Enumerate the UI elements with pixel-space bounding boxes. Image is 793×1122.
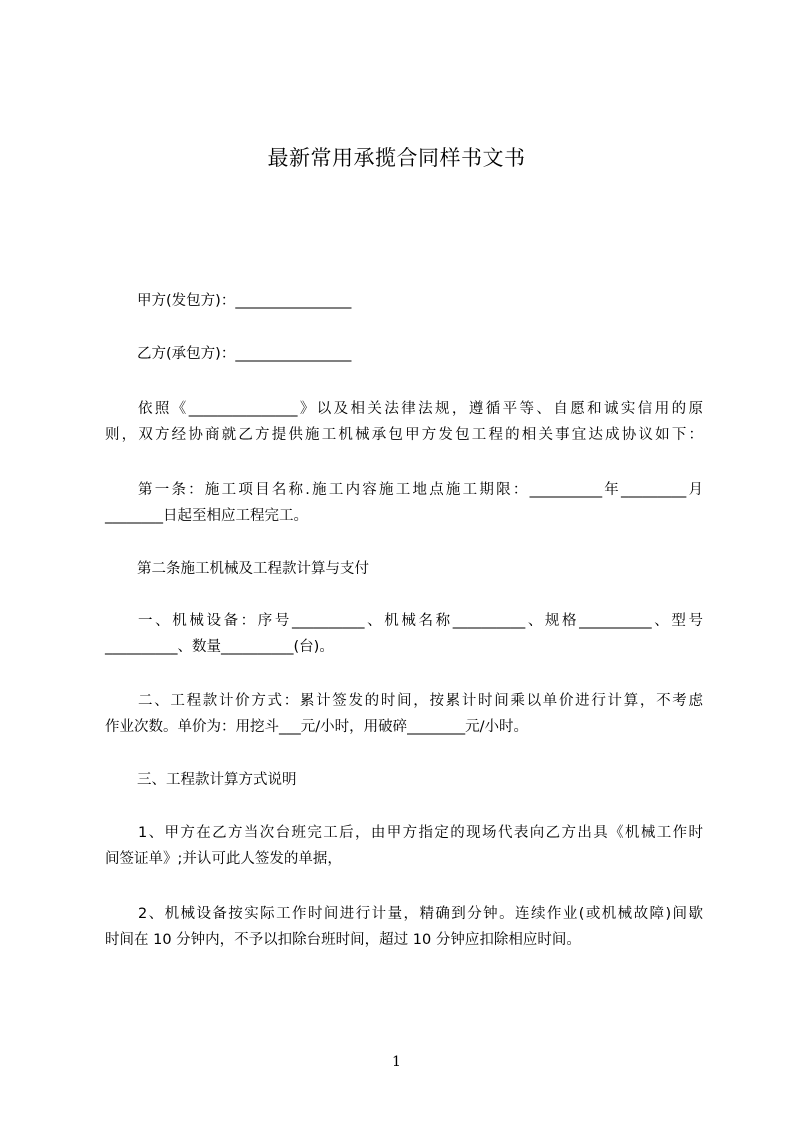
clause-1-line-1: 1、甲方在乙方当次台班完工后，由甲方指定的现场代表向乙方出具《机械工作时 [138, 825, 703, 841]
item-1-line-1: 一、机械设备：序号__________、机械名称__________、规格__________、型号 [138, 613, 703, 629]
article-2-heading-text: 第二条施工机械及工程款计算与支付 [137, 561, 369, 577]
item-1-paragraph [105, 608, 703, 660]
item-2-paragraph [105, 688, 703, 740]
clause-1-line-2: 间签证单》;并认可此人签发的单据， [105, 851, 342, 867]
item-1-line-2: __________、数量__________(台)。 [105, 639, 334, 655]
clause-2-line-1: 2、机械设备按实际工作时间进行计量，精确到分钟。连续作业(或机械故障)间歇 [138, 906, 703, 922]
item-3-heading-text: 三、工程款计算方式说明 [137, 772, 297, 788]
preamble-line-2: 则，双方经协商就乙方提供施工机械承包甲方发包工程的相关事宜达成协议如下： [105, 427, 703, 443]
article-1-line-2: ________日起至相应工程完工。 [105, 508, 308, 524]
document-title: 最新常用承揽合同样书文书 [267, 146, 526, 170]
item-2-line-2: 作业次数。单价为：用挖斗___元/小时，用破碎________元/小时。 [105, 719, 529, 735]
party-a-line [105, 288, 703, 314]
party-a-text: 甲方(发包方)：________________ [137, 293, 352, 309]
article-1-paragraph [105, 477, 703, 529]
item-2-line-1: 二、工程款计价方式：累计签发的时间，按累计时间乘以单价进行计算，不考虑 [138, 693, 703, 709]
item-3-heading [105, 767, 703, 793]
party-b-text: 乙方(承包方)：________________ [137, 346, 352, 362]
preamble-line-1: 依照《_______________》以及相关法律法规，遵循平等、自愿和诚实信用的原 [138, 401, 703, 417]
party-b-line [105, 341, 703, 367]
article-1-line-1: 第一条：施工项目名称.施工内容施工地点施工期限：__________年_________月 [138, 482, 703, 498]
page-number: 1 [392, 1054, 401, 1070]
clause-2-line-2: 时间在 10 分钟内，不予以扣除台班时间，超过 10 分钟应扣除相应时间。 [105, 932, 581, 948]
clause-2-paragraph [105, 901, 703, 953]
clause-1-paragraph [105, 820, 703, 872]
preamble-paragraph [105, 396, 703, 448]
article-2-heading [105, 556, 703, 582]
